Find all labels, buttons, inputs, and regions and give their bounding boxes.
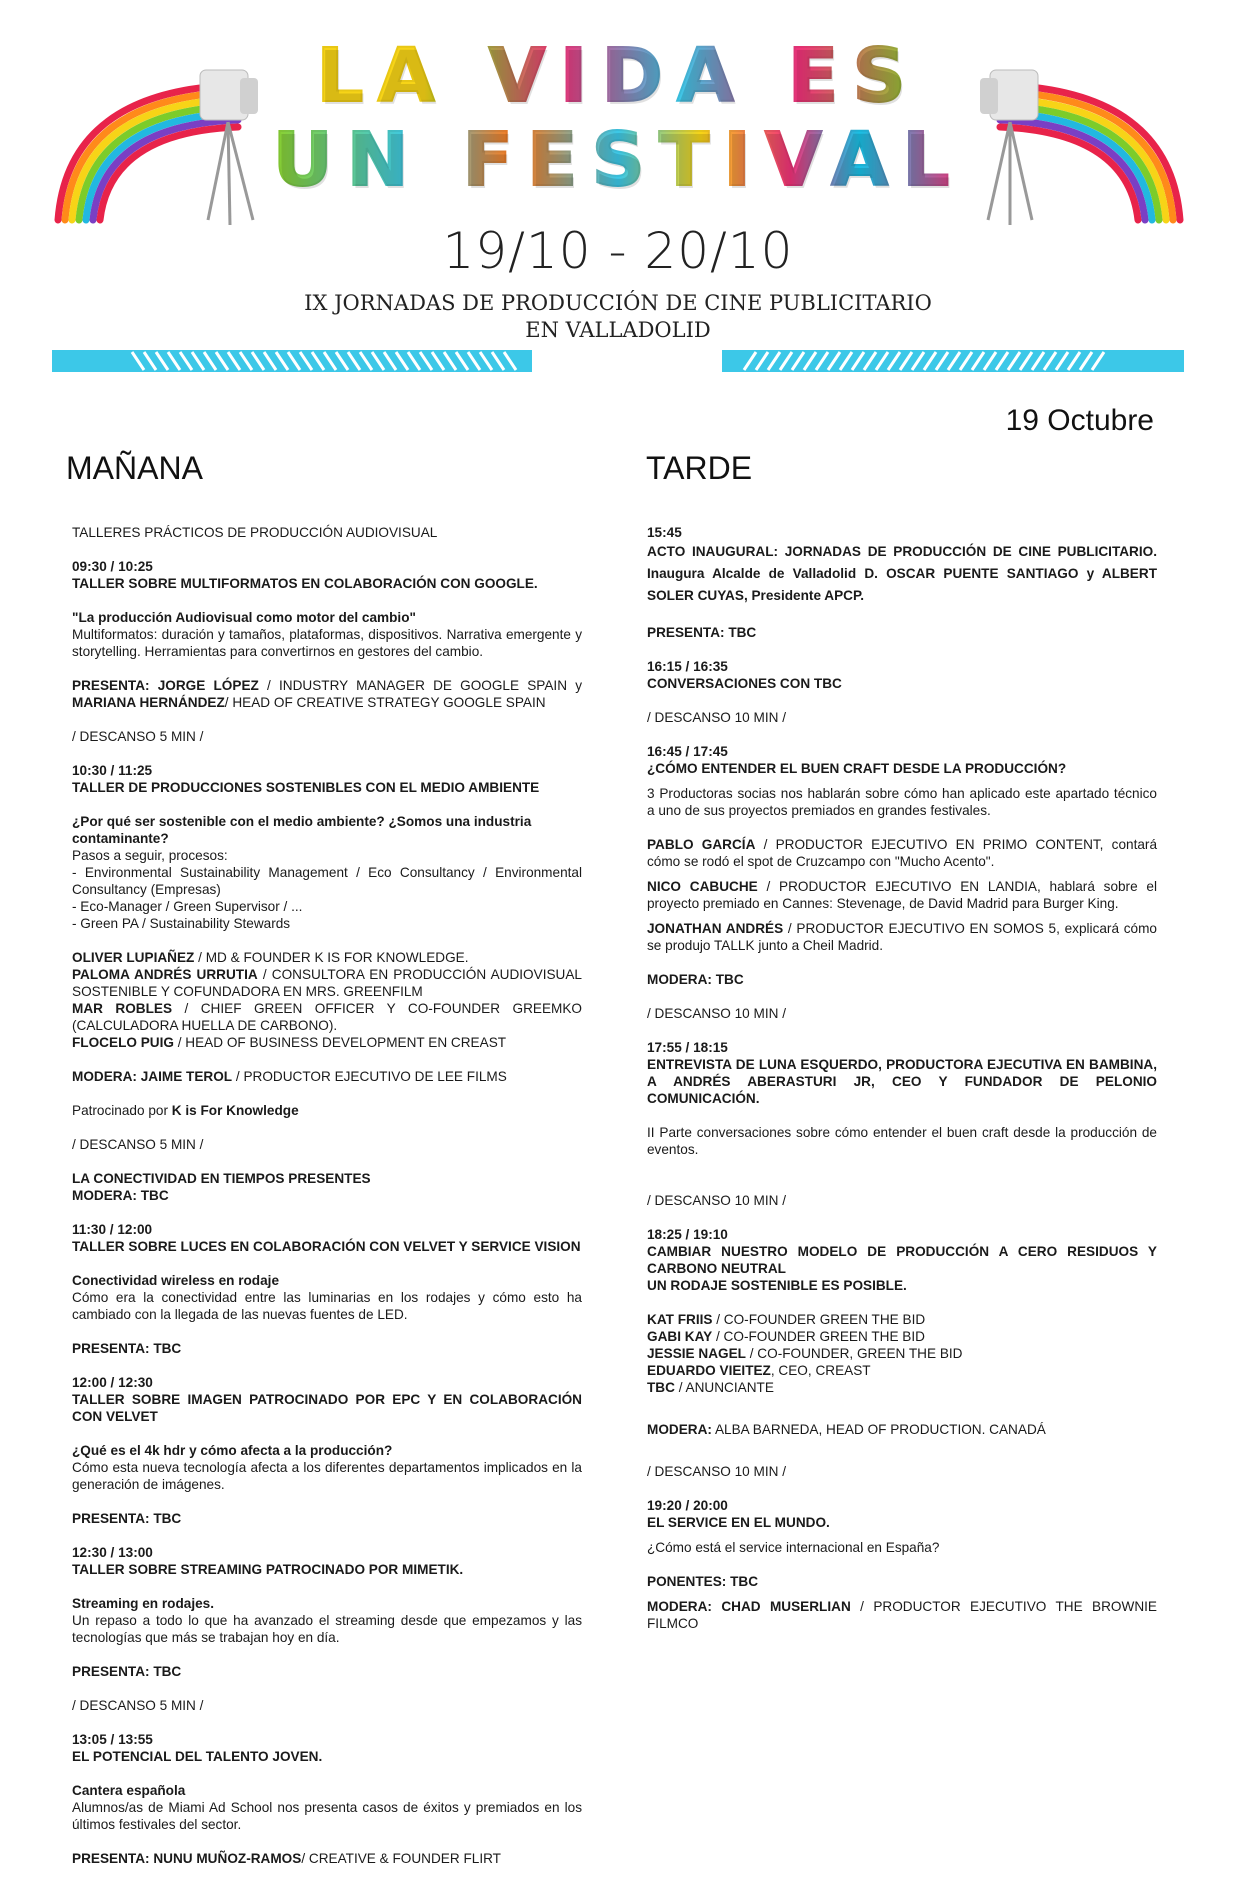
session-title: EL POTENCIAL DEL TALENTO JOVEN. [72,1749,323,1764]
morning-heading: MAÑANA [66,450,203,486]
break-label: / DESCANSO 10 MIN / [647,710,786,725]
session-title: TALLER DE PRODUCCIONES SOSTENIBLES CON EL MEDIO AMBIENTE [72,780,540,795]
speaker-role: / ANUNCIANTE [674,1380,774,1395]
speaker-role: / CHIEF GREEN OFFICER Y CO-FOUNDER GREEMKO (CALCULADORA HUELLA DE CARBONO). [72,1001,582,1033]
speaker-name: JONATHAN ANDRÉS [647,921,784,936]
speaker [647,920,1157,954]
presenter-name: PRESENTA: NUNU MUÑOZ-RAMOS [72,1851,302,1866]
speaker-role: , CEO, CREAST [770,1363,871,1378]
speaker [647,878,1157,912]
moderator [72,1068,582,1085]
speaker [647,1379,1157,1396]
session-time: 11:30 / 12:00 [72,1222,153,1237]
morning-schedule [72,524,582,1867]
speaker [72,1034,582,1051]
session-title: UN RODAJE SOSTENIBLE ES POSIBLE. [647,1278,907,1293]
session-description: Un repaso a todo lo que ha avanzado el streaming desde que empezamos y las tecnologías que más se trabajan hoy en día. [72,1613,582,1645]
session-time: 15:45 [647,525,682,540]
presenter-name: PRESENTA: JORGE LÓPEZ [72,678,259,693]
break-label: / DESCANSO 10 MIN / [647,1193,786,1208]
session-time: 10:30 / 11:25 [72,763,153,778]
presenter-name: MARIANA HERNÁNDEZ [72,695,225,710]
session-presenter: PRESENTA: TBC [72,1664,182,1679]
speaker-name: MAR ROBLES [72,1001,173,1016]
decorative-stripe-right [722,350,1184,372]
session-title: CAMBIAR NUESTRO MODELO DE PRODUCCIÓN A CERO RESIDUOS Y CARBONO NEUTRAL [647,1244,1157,1276]
sponsor-label: Patrocinado por [72,1103,172,1118]
session-presenter: PRESENTA: TBC [647,625,757,640]
session-title: TALLER SOBRE IMAGEN PATROCINADO POR EPC Y EN COLABORACIÓN CON VELVET [72,1392,582,1424]
session-time: 17:55 / 18:15 [647,1040,728,1055]
break-label: / DESCANSO 5 MIN / [72,1698,204,1713]
moderator: MODERA: TBC [647,972,744,987]
sponsor-line [72,1102,582,1119]
moderator-role: / PRODUCTOR EJECUTIVO DE LEE FILMS [232,1069,507,1084]
speaker [647,1311,1157,1328]
session-time: 09:30 / 10:25 [72,559,153,574]
speaker-name: EDUARDO VIEITEZ [647,1363,771,1378]
moderator: MODERA: TBC [72,1188,169,1203]
moderator [647,1421,1157,1438]
moderator-name: MODERA: CHAD MUSERLIAN [647,1599,851,1614]
session-title: TALLER SOBRE LUCES EN COLABORACIÓN CON VELVET Y SERVICE VISION [72,1239,581,1254]
speaker-role: / HEAD OF BUSINESS DEVELOPMENT EN CREAST [173,1035,507,1050]
speaker [72,966,582,1000]
sponsor-name: K is For Knowledge [171,1103,299,1118]
speaker-role: / CO-FOUNDER GREEN THE BID [712,1329,925,1344]
festival-title-line2 [0,117,1236,203]
session-subtitle: Conectividad wireless en rodaje [72,1273,279,1288]
break-label: / DESCANSO 10 MIN / [647,1464,786,1479]
festival-header [0,0,1236,380]
session-presenter: PRESENTA: TBC [72,1341,182,1356]
session-subtitle: Streaming en rodajes. [72,1596,215,1611]
session-presenter: PRESENTA: TBC [72,1511,182,1526]
speaker-name: PABLO GARCÍA [647,837,756,852]
speaker-role: / CO-FOUNDER GREEN THE BID [712,1312,926,1327]
speakers-label: PONENTES: TBC [647,1574,759,1589]
speaker-role: / CO-FOUNDER, GREEN THE BID [745,1346,963,1361]
decorative-stripe-left [52,350,532,372]
moderator-label: MODERA: [647,1422,712,1437]
session-title: TALLER SOBRE MULTIFORMATOS EN COLABORACIÓN CON GOOGLE. [72,576,538,591]
speaker-name: OLIVER LUPIAÑEZ [72,950,195,965]
speaker-role: / PRODUCTOR EJECUTIVO EN PRIMO CONTENT, contará cómo se rodó el spot de Cruzcampo con "Mucho Acento". [647,837,1158,869]
date-range: 19/10 - 20/10 [442,222,794,280]
speaker-name: TBC [647,1380,675,1395]
speaker [647,1362,1157,1379]
session-time: 13:05 / 13:55 [72,1732,153,1747]
session-subtitle: Cantera española [72,1783,186,1798]
session-description: ¿Cómo está el service internacional en España? [647,1540,940,1555]
session-time: 18:25 / 19:10 [647,1227,728,1242]
afternoon-schedule [647,524,1157,1632]
session-time: 19:20 / 20:00 [647,1498,728,1513]
festival-title-line1 [0,33,1236,119]
speaker-role: / PRODUCTOR EJECUTIVO EN LANDIA, hablará sobre el proyecto premiado en Cannes: Stevenage, de David Madrid para Burger King. [647,879,1157,911]
break-label: / DESCANSO 5 MIN / [72,729,204,744]
speaker-name: JESSIE NAGEL [647,1346,746,1361]
session-time: 16:15 / 16:35 [647,659,728,674]
presenter-role: / INDUSTRY MANAGER DE GOOGLE SPAIN y [258,678,583,693]
session-presenter [72,677,582,711]
speaker-name: NICO CABUCHE [647,879,758,894]
session-subtitle: "La producción Audiovisual como motor del cambio" [72,610,416,625]
subtitle-line2: EN VALLADOLID [525,318,711,342]
session-time: 12:30 / 13:00 [72,1545,153,1560]
session-title: CONVERSACIONES CON TBC [647,676,842,691]
session-description: 3 Productoras socias nos hablarán sobre cómo han aplicado este apartado técnico a uno de sus proyectos premiados en grandes festivales. [647,786,1157,818]
break-label: / DESCANSO 10 MIN / [647,1006,786,1021]
title-text-2: UN FESTIVAL [272,117,964,203]
session-description: - Eco-Manager / Green Supervisor / ... [72,899,303,914]
session-title: LA CONECTIVIDAD EN TIEMPOS PRESENTES [72,1171,371,1186]
session-time: 12:00 / 12:30 [72,1375,153,1390]
presenter-role: / HEAD OF CREATIVE STRATEGY GOOGLE SPAIN [224,695,546,710]
speaker-role: / PRODUCTOR EJECUTIVO EN SOMOS 5, explicará cómo se produjo TALLK junto a Cheil Madrid. [647,921,1157,953]
moderator-role: ALBA BARNEDA, HEAD OF PRODUCTION. CANADÁ [711,1422,1046,1437]
session-description: Cómo era la conectividad entre las luminarias en los rodajes y cómo esto ha cambiado con la llegada de las nuevas fuentes de LED. [72,1290,582,1322]
afternoon-heading: TARDE [646,450,753,486]
session-subtitle: ¿Por qué ser sostenible con el medio ambiente? ¿Somos una industria contaminante? [72,814,532,846]
session-description: Pasos a seguir, procesos: [72,848,228,863]
session-time: 16:45 / 17:45 [647,744,728,759]
morning-intro: TALLERES PRÁCTICOS DE PRODUCCIÓN AUDIOVISUAL [72,525,438,540]
session-title: ENTREVISTA DE LUNA ESQUERDO, PRODUCTORA EJECUTIVA EN BAMBINA, A ANDRÉS ABERASTURI JR, CEO Y FUNDADOR DE PELONIO COMUNICACIÓN. [647,1057,1157,1106]
session-description: Multiformatos: duración y tamaños, plataformas, dispositivos. Narrativa emergente y storytelling. Herramientas para convertirnos en gestores del cambio. [72,627,582,659]
session-description: - Environmental Sustainability Management / Eco Consultancy / Environmental Consultancy (Empresas) [72,865,582,897]
speaker-name: GABI KAY [647,1329,713,1344]
speaker [647,1345,1157,1362]
session-description: Cómo esta nueva tecnología afecta a los diferentes departamentos implicados en la generación de imágenes. [72,1460,582,1492]
title-text-1: LA VIDA ES [316,33,920,119]
break-label: / DESCANSO 5 MIN / [72,1137,204,1152]
moderator-role: / PRODUCTOR EJECUTIVO THE BROWNIE FILMCO [647,1599,1157,1631]
speaker [72,949,582,966]
moderator [647,1598,1157,1632]
speaker-role: / MD & FOUNDER K IS FOR KNOWLEDGE. [194,950,469,965]
session-description: II Parte conversaciones sobre cómo entender el buen craft desde la producción de eventos. [647,1125,1157,1157]
session-description: - Green PA / Sustainability Stewards [72,916,291,931]
subtitle-line1: IX JORNADAS DE PRODUCCIÓN DE CINE PUBLICITARIO [304,291,932,315]
session-title: ACTO INAUGURAL: JORNADAS DE PRODUCCIÓN DE CINE PUBLICITARIO. Inaugura Alcalde de Valladolid D. OSCAR PUENTE SANTIAGO y ALBERT SOLER CUYAS, Presidente APCP. [647,544,1157,603]
session-description: Alumnos/as de Miami Ad School nos presenta casos de éxitos y premiados en los últimos festivales del sector. [72,1800,582,1832]
speaker-name: KAT FRIIS [647,1312,713,1327]
moderator-name: MODERA: JAIME TEROL [72,1069,233,1084]
session-title: EL SERVICE EN EL MUNDO. [647,1515,830,1530]
day-label: 19 Octubre [1005,404,1154,437]
speaker-name: PALOMA ANDRÉS URRUTIA [72,967,258,982]
speaker-name: FLOCELO PUIG [72,1035,174,1050]
session-presenter [72,1850,582,1867]
speaker-role: / CONSULTORA EN PRODUCCIÓN AUDIOVISUAL SOSTENIBLE Y COFUNDADORA EN MRS. GREENFILM [72,967,582,999]
speaker [72,1000,582,1034]
event-subtitle [0,290,1236,344]
presenter-role: / CREATIVE & FOUNDER FLIRT [301,1851,501,1866]
session-title: TALLER SOBRE STREAMING PATROCINADO POR MIMETIK. [72,1562,464,1577]
session-title: ¿CÓMO ENTENDER EL BUEN CRAFT DESDE LA PRODUCCIÓN? [647,761,1067,776]
speaker [647,1328,1157,1345]
session-subtitle: ¿Qué es el 4k hdr y cómo afecta a la producción? [72,1443,393,1458]
speaker [647,836,1157,870]
